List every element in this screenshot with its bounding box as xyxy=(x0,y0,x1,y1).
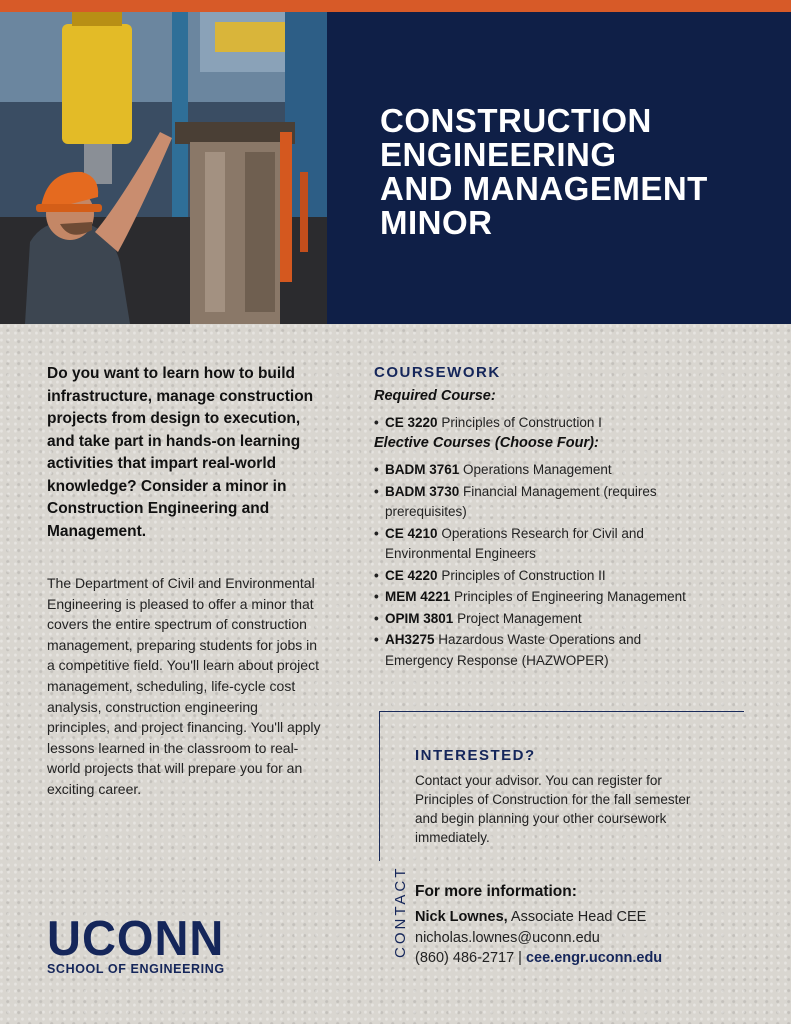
contact-box-top-rule xyxy=(379,711,744,712)
website-link[interactable]: cee.engr.uconn.edu xyxy=(525,950,663,966)
elective-course-list xyxy=(374,460,704,672)
course-code: AH3275 xyxy=(385,632,435,647)
hero-photo xyxy=(0,12,327,324)
intro-body: The Department of Civil and Environmental Engineering is pleased to offer a minor that covers the entire spectrum of construction management, preparing students for jobs in a competitive field. You'll learn about project management, scheduling, life-cycle cost analysis, construction engineering principles, and project financing. You'll apply lessons learned in the classroom to real-world projects that will prepare you for an exciting career. xyxy=(47,575,321,797)
contact-email[interactable]: nicholas.lownes@uconn.edu xyxy=(415,930,600,946)
course-code: BADM 3730 xyxy=(385,483,460,499)
interested-heading: INTERESTED? xyxy=(415,747,536,764)
list-item: • CE 3220 Principles of Construction I xyxy=(374,415,602,430)
course-title: Operations Research for Civil and Environmental Engineers xyxy=(385,525,644,561)
contact-name-line xyxy=(415,909,646,925)
construction-worker-illustration xyxy=(0,12,327,324)
course-title: Operations Management xyxy=(463,462,612,477)
contact-phone-web-line xyxy=(415,950,662,966)
coursework-heading: COURSEWORK xyxy=(374,364,501,381)
course-code: CE 4210 xyxy=(385,525,438,541)
elective-courses-label: Elective Courses (Choose Four): xyxy=(374,435,599,451)
course-code: CE 4220 xyxy=(385,567,438,583)
course-title: Hazardous Waste Operations and Emergency Response (HAZWOPER) xyxy=(385,632,642,668)
course-code: CE 3220 xyxy=(385,415,438,430)
top-accent-stripe xyxy=(0,0,791,12)
course-title: Principles of Construction II xyxy=(441,567,606,583)
list-item: • CE 4220 Principles of Construction II xyxy=(374,567,606,583)
contact-vertical-label: CONTACT xyxy=(392,865,409,958)
course-title: Principles of Construction I xyxy=(441,415,602,430)
list-item: • BADM 3730 Financial Management (requires prerequisites) xyxy=(374,483,657,519)
required-course-label: Required Course: xyxy=(374,388,496,404)
contact-role: Associate Head CEE xyxy=(507,909,647,925)
title-line-2: ENGINEERING xyxy=(380,136,617,173)
intro-lead: Do you want to learn how to build infrastructure, manage construction projects from design to execution, and take part in hands-on learning activities that impart real-world knowledge? Consider a minor in Construction Engineering and Management. xyxy=(47,365,314,540)
course-code: OPIM 3801 xyxy=(385,610,454,626)
contact-box-left-rule xyxy=(379,711,380,861)
title-line-3: AND MANAGEMENT xyxy=(380,170,708,207)
course-code: BADM 3761 xyxy=(385,462,460,477)
list-item: • OPIM 3801 Project Management xyxy=(374,610,582,626)
list-item: • MEM 4221 Principles of Engineering Management xyxy=(374,589,686,604)
logo-school-name: SCHOOL OF ENGINEERING xyxy=(47,962,225,976)
page-title xyxy=(380,104,780,240)
course-title: Financial Management (requires prerequisites) xyxy=(385,483,657,519)
title-block xyxy=(327,12,791,324)
course-title: Principles of Engineering Management xyxy=(454,589,686,604)
logo-wordmark: UCONN xyxy=(47,909,225,966)
title-line-1: CONSTRUCTION xyxy=(380,102,652,139)
list-item: • CE 4210 Operations Research for Civil and Environmental Engineers xyxy=(374,525,644,561)
uconn-logo xyxy=(47,909,225,976)
course-code: MEM 4221 xyxy=(385,589,451,604)
contact-name: Nick Lownes, xyxy=(415,909,508,925)
required-course-list xyxy=(374,413,704,435)
title-line-4: MINOR xyxy=(380,204,493,241)
contact-phone: (860) 486-2717 | xyxy=(415,950,526,966)
course-title: Project Management xyxy=(457,610,582,626)
list-item: • BADM 3761 Operations Management xyxy=(374,462,612,477)
more-info-heading: For more information: xyxy=(415,883,577,900)
interested-text: Contact your advisor. You can register for Principles of Construction for the fall semester and begin planning your other coursework immediately. xyxy=(415,773,691,845)
list-item: • AH3275 Hazardous Waste Operations and Emergency Response (HAZWOPER) xyxy=(374,632,642,668)
